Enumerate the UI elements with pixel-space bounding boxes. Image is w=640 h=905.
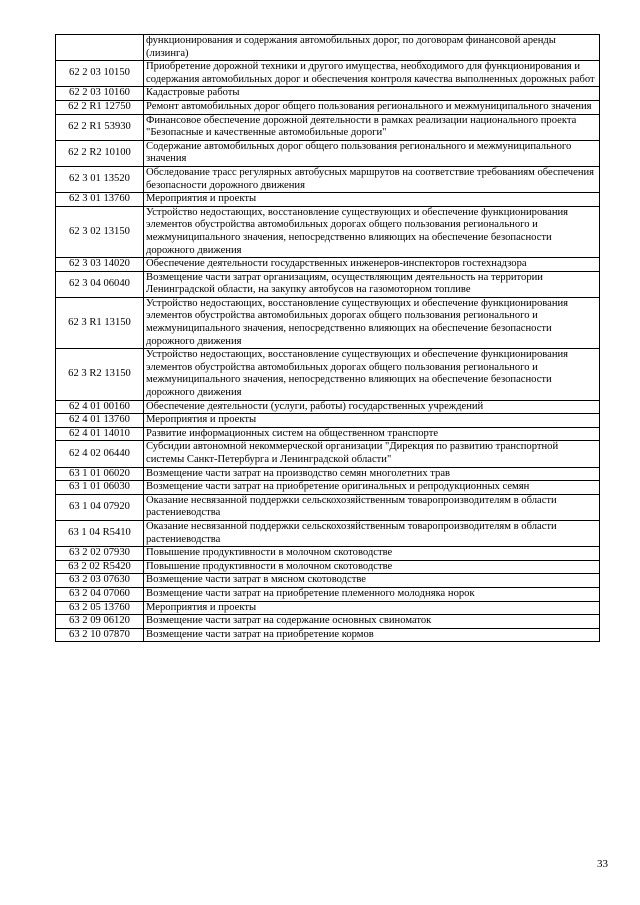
expenditure-name-cell: Обследование трасс регулярных автобусных маршрутов на соответствие требованиям обеспечения безопасности дорожного движения [144, 166, 600, 192]
target-code-cell: 63 2 10 07870 [56, 628, 144, 642]
target-code-cell: 62 3 02 13150 [56, 206, 144, 257]
table-body [56, 35, 600, 642]
table-row [56, 615, 600, 629]
table-row [56, 520, 600, 546]
target-code-cell: 62 3 03 14020 [56, 258, 144, 272]
expenditure-name-cell: Мероприятия и проекты [144, 601, 600, 615]
table-row [56, 297, 600, 348]
budget-codes-table [55, 34, 600, 642]
table-row [56, 467, 600, 481]
target-code-cell: 62 3 04 06040 [56, 271, 144, 297]
expenditure-name-cell: Возмещение части затрат на приобретение оригинальных и репродукционных семян [144, 481, 600, 495]
page-number: 33 [597, 858, 608, 870]
expenditure-name-cell: функционирования и содержания автомобильных дорог, по договорам финансовой аренды (лизинга) [144, 35, 600, 61]
table-row [56, 441, 600, 467]
expenditure-name-cell: Устройство недостающих, восстановление существующих и обеспечение функционирования элементов обустройства автомобильных дорогах общего пользования регионального и межмуниципального значения, непосредственно влияющих на обеспечение безопасности дорожного движения [144, 206, 600, 257]
table-row [56, 494, 600, 520]
expenditure-name-cell: Финансовое обеспечение дорожной деятельности в рамках реализации национального проекта "Безопасные и качественные автомобильные дороги" [144, 114, 600, 140]
target-code-cell: 62 3 01 13760 [56, 193, 144, 207]
expenditure-name-cell: Оказание несвязанной поддержки сельскохозяйственным товаропроизводителям в области растениеводства [144, 494, 600, 520]
expenditure-name-cell: Развитие информационных систем на общественном транспорте [144, 427, 600, 441]
target-code-cell: 62 4 02 06440 [56, 441, 144, 467]
expenditure-name-cell: Возмещение части затрат на содержание основных свиноматок [144, 615, 600, 629]
table-row [56, 574, 600, 588]
table-row [56, 206, 600, 257]
expenditure-name-cell: Устройство недостающих, восстановление существующих и обеспечение функционирования элементов обустройства автомобильных дорогах общего пользования регионального и межмуниципального значения, непосредственно влияющих на обеспечение безопасности дорожного движения [144, 349, 600, 400]
expenditure-name-cell: Приобретение дорожной техники и другого имущества, необходимого для функционирования и содержания автомобильных дорог и обеспечения контроля качества выполненных дорожных работ [144, 61, 600, 87]
expenditure-name-cell: Мероприятия и проекты [144, 414, 600, 428]
expenditure-name-cell: Субсидии автономной некоммерческой организации "Дирекция по развитию транспортной системы Санкт-Петербурга и Ленинградской области" [144, 441, 600, 467]
target-code-cell [56, 35, 144, 61]
expenditure-name-cell: Повышение продуктивности в молочном скотоводстве [144, 547, 600, 561]
target-code-cell: 62 2 R2 10100 [56, 140, 144, 166]
table-row [56, 114, 600, 140]
table-row [56, 628, 600, 642]
table-row [56, 481, 600, 495]
target-code-cell: 62 2 03 10160 [56, 87, 144, 101]
table-row [56, 140, 600, 166]
table-row [56, 61, 600, 87]
expenditure-name-cell: Возмещение части затрат организациям, осуществляющим деятельность на территории Ленинградской области, на закупку автобусов на газомоторном топливе [144, 271, 600, 297]
target-code-cell: 63 2 04 07060 [56, 587, 144, 601]
target-code-cell: 63 2 02 R5420 [56, 560, 144, 574]
expenditure-name-cell: Возмещение части затрат на производство семян многолетних трав [144, 467, 600, 481]
expenditure-name-cell: Обеспечение деятельности государственных инженеров-инспекторов гостехнадзора [144, 258, 600, 272]
expenditure-name-cell: Мероприятия и проекты [144, 193, 600, 207]
target-code-cell: 63 1 01 06020 [56, 467, 144, 481]
target-code-cell: 62 2 03 10150 [56, 61, 144, 87]
target-code-cell: 62 3 R1 13150 [56, 297, 144, 348]
expenditure-name-cell: Кадастровые работы [144, 87, 600, 101]
expenditure-name-cell: Обеспечение деятельности (услуги, работы) государственных учреждений [144, 400, 600, 414]
expenditure-name-cell: Устройство недостающих, восстановление существующих и обеспечение функционирования элементов обустройства автомобильных дорогах общего пользования регионального и межмуниципального значения, непосредственно влияющих на обеспечение безопасности дорожного движения [144, 297, 600, 348]
table-row [56, 35, 600, 61]
table-row [56, 258, 600, 272]
target-code-cell: 62 3 R2 13150 [56, 349, 144, 400]
expenditure-name-cell: Содержание автомобильных дорог общего пользования регионального и межмуниципального значения [144, 140, 600, 166]
expenditure-name-cell: Оказание несвязанной поддержки сельскохозяйственным товаропроизводителям в области растениеводства [144, 520, 600, 546]
target-code-cell: 63 2 09 06120 [56, 615, 144, 629]
table-row [56, 587, 600, 601]
expenditure-name-cell: Ремонт автомобильных дорог общего пользования регионального и межмуниципального значения [144, 100, 600, 114]
table-row [56, 601, 600, 615]
target-code-cell: 62 4 01 00160 [56, 400, 144, 414]
target-code-cell: 62 3 01 13520 [56, 166, 144, 192]
target-code-cell: 62 2 R1 53930 [56, 114, 144, 140]
table-row [56, 547, 600, 561]
expenditure-name-cell: Возмещение части затрат в мясном скотоводстве [144, 574, 600, 588]
target-code-cell: 62 2 R1 12750 [56, 100, 144, 114]
expenditure-name-cell: Возмещение части затрат на приобретение кормов [144, 628, 600, 642]
table-row [56, 87, 600, 101]
target-code-cell: 62 4 01 14010 [56, 427, 144, 441]
target-code-cell: 63 2 02 07930 [56, 547, 144, 561]
table-row [56, 560, 600, 574]
table-row [56, 166, 600, 192]
target-code-cell: 63 1 01 06030 [56, 481, 144, 495]
table-row [56, 349, 600, 400]
table-row [56, 193, 600, 207]
table-row [56, 427, 600, 441]
target-code-cell: 63 2 03 07630 [56, 574, 144, 588]
expenditure-name-cell: Возмещение части затрат на приобретение племенного молодняка норок [144, 587, 600, 601]
table-row [56, 414, 600, 428]
target-code-cell: 63 2 05 13760 [56, 601, 144, 615]
target-code-cell: 63 1 04 07920 [56, 494, 144, 520]
target-code-cell: 63 1 04 R5410 [56, 520, 144, 546]
table-row [56, 400, 600, 414]
table-row [56, 100, 600, 114]
target-code-cell: 62 4 01 13760 [56, 414, 144, 428]
table-row [56, 271, 600, 297]
expenditure-name-cell: Повышение продуктивности в молочном скотоводстве [144, 560, 600, 574]
